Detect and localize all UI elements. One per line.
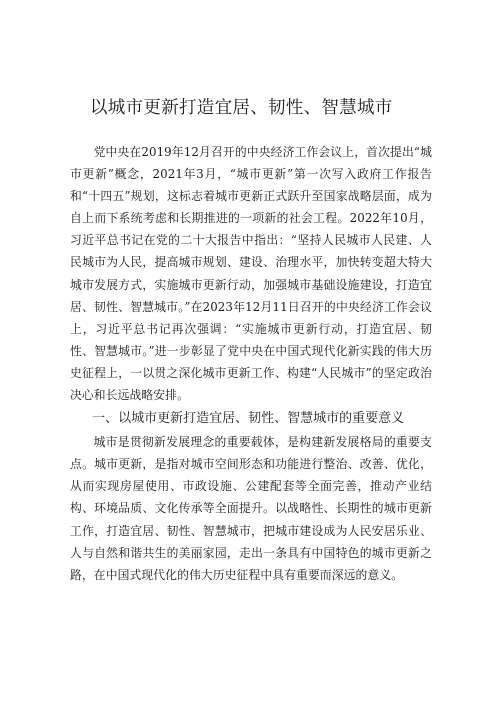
intro-paragraph: 党中央在2019年12月召开的中央经济工作会议上，首次提出“城市更新”概念，2021年3月，“城市更新”第一次写入政府工作报告和“十四五”规划，这标志着城市更新正式跃升至国家战略层面，成为自上而下系统考虑和长期推进的一项新的社会工程。2022年10月，习近平总书记在党的二十大报告中指出：“坚持人民城市人民建、人民城市为人民，提高城市规划、建设、治理水平，加快转变超大特大城市发展方式，实施城市更新行动，加强城市基础设施建设，打造宜居、韧性、智慧城市。”在2023年12月11日召开的中央经济工作会议上，习近平总书记再次强调：“实施城市更新行动，打造宜居、韧性、智慧城市。”进一步彰显了党中央在中国式现代化新实践的伟大历史征程上，一以贯之深化城市更新工作、构建“人民城市”的坚定政治决心和长远战略安排。 bbox=[70, 145, 432, 403]
document-title: 以城市更新打造宜居、韧性、智慧城市 bbox=[90, 98, 393, 118]
section-1-heading: 一、以城市更新打造宜居、韧性、智慧城市的重要意义 bbox=[92, 411, 405, 427]
section-1-paragraph: 城市是贯彻新发展理念的重要载体，是构建新发展格局的重要支点。城市更新，是指对城市空间形态和功能进行整治、改善、优化，从而实现房屋使用、市政设施、公建配套等全面完善，推动产业结构、环境品质、文化传承等全面提升。以战略性、长期性的城市更新工作，打造宜居、韧性、智慧城市，把城市建设成为人民安居乐业、人与自然和谐共生的美丽家园，走出一条具有中国特色的城市更新之路，在中国式现代化的伟大历史征程中具有重要而深远的意义。 bbox=[70, 435, 432, 582]
